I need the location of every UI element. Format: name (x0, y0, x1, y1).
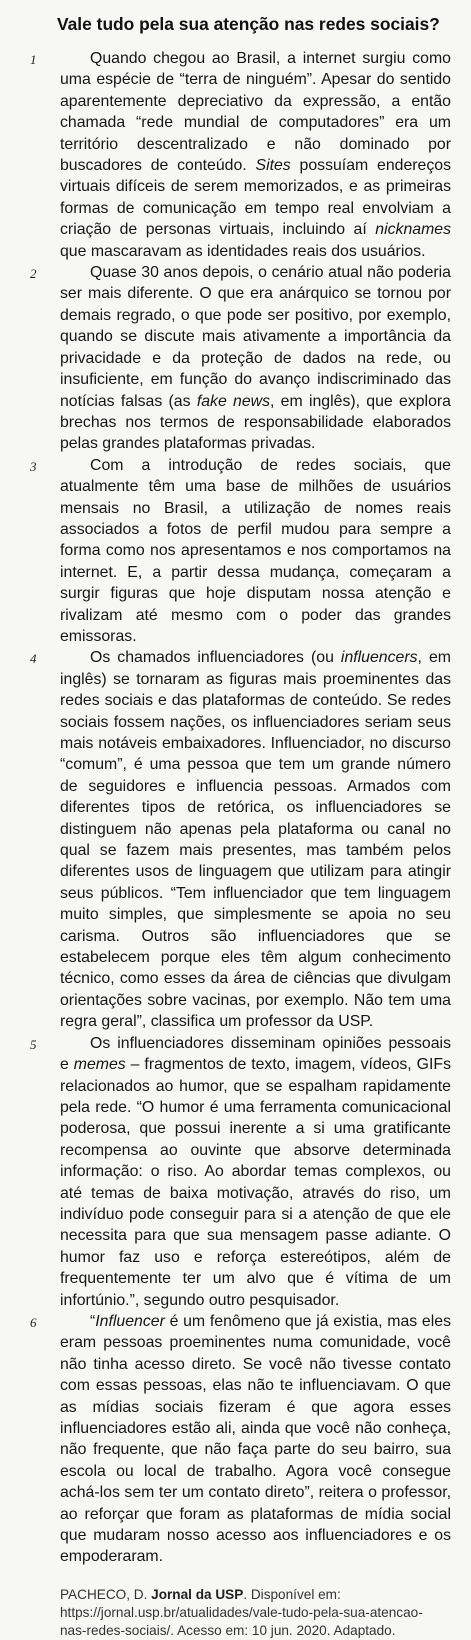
italic-term: memes (73, 1056, 126, 1074)
source-citation (0, 1586, 457, 1640)
italic-term: influencers (340, 649, 418, 667)
paragraph-text: Os influenciadores disseminam opiniões pessoais e (60, 1034, 451, 1074)
source-publication: Jornal da USP (151, 1586, 244, 1602)
article-title: Vale tudo pela sua atenção nas redes sociais? (57, 14, 440, 34)
paragraph-number: 1 (30, 52, 37, 67)
source-details: . Disponível em: https://jornal.usp.br/atualidades/vale-tudo-pela-sua-atencao-nas-redes-sociais/. Acesso em: 10 jun. 2020. Adaptado. (60, 1586, 423, 1638)
paragraph-text: Os chamados influenciadores (ou (90, 649, 341, 667)
article-paragraph (0, 455, 457, 648)
paragraph-text: , em inglês), que explora brechas nos termos de responsabilidade elaborados pelas grandes plataformas privadas. (60, 392, 451, 453)
paragraph-number: 6 (30, 1314, 37, 1330)
italic-term: nicknames (375, 221, 451, 239)
article-body (0, 48, 457, 1568)
article-paragraph (0, 1311, 457, 1568)
article-paragraph (0, 48, 457, 262)
paragraph-number: 3 (30, 458, 37, 474)
paragraph-text: Quase 30 anos depois, o cenário atual não poderia ser mais diferente. O que era anárquico se tornou por demais regrado, o que pode ser positivo, por exemplo, quando se discute mais ativamente a importância da privacidade e da proteção de dados na rede, ou insuficiente, em função do avanço indiscriminado das notícias falsas (as (60, 264, 451, 410)
paragraph-text: , em inglês) se tornaram as figuras mais proeminentes das redes sociais e das plataformas de conteúdo. Se redes sociais fossem nações, os influenciadores seriam seus mais notáveis embaixadores. Influenciador, no discurso “comum”, é uma pessoa que tem um grande número de seguidores e influencia pessoas. Armados com diferentes tipos de retórica, os influenciadores se distinguem não apenas pela plataforma ou canal no qual se fazem mais presentes, mas também pelos diferentes usos de linguagem que utilizam para atingir seus públicos. “Tem influenciador que tem linguagem muito simples, que simplesmente se apoia no seu carisma. Outros são influenciadores que se estabelecem porque eles têm algum conhecimento técnico, como esses da área de ciências que divulgam orientações sobre vacinas, por exemplo. Não tem uma regra geral”, classifica um professor da USP. (60, 649, 451, 1031)
paragraph-text: – fragmentos de texto, imagem, vídeos, GIFs relacionados ao humor, que se espalham rapidamente pela rede. “O humor é uma ferramenta comunicacional poderosa, que possui inerente a si uma gratificante recompensa ao ouvinte que absorve determinada informação: o riso. Ao abordar temas complexos, ou até temas de baixa motivação, através do riso, um indivíduo pode conseguir para si a atenção de que ele necessita para que sua mensagem passe adiante. O humor faz uso e reforça estereótipos, além de frequentemente ter um alvo que é vítima de um infortúnio.”, segundo outro pesquisador. (60, 1056, 451, 1309)
paragraph-text: que mascaravam as identidades reais dos usuários. (60, 242, 426, 260)
italic-term: fake news (196, 392, 271, 410)
paragraph-text: possuíam endereços virtuais difíceis de serem memorizados, e as primeiras formas de comunicação em tempo real envolviam a criação de personas virtuais, incluindo aí (60, 157, 451, 239)
italic-term: Sites (255, 157, 291, 175)
paragraph-number: 4 (30, 651, 37, 667)
italic-term: Influencer (95, 1312, 165, 1330)
paragraph-text: é um fenômeno que já existia, mas eles eram pessoas proeminentes numa comunidade, você não tinha acesso direto. Se você não tivesse contato com essas pessoas, elas não te influenciavam. O que as mídias sociais fizeram é que agora esses influenciadores estão ali, ainda que você não conheça, não frequente, que não faça parte do seu bairro, sua escola ou local de trabalho. Agora você consegue achá-los sem ter um contato direto”, reitera o professor, ao reforçar que foram as plataformas de mídia social que mudaram nosso acesso aos influenciadores e os empoderaram. (60, 1312, 451, 1566)
paragraph-number: 2 (30, 266, 37, 282)
source-author: PACHECO, D. (60, 1586, 152, 1602)
paragraph-text: Quando chegou ao Brasil, a internet surgiu como uma espécie de “terra de ninguém”. Apesar do sentido aparentemente depreciativo da expressão, a então chamada “rede mundial de computadores” era um território descentralizado e não dominado por buscadores de conteúdo. (60, 50, 451, 175)
paragraph-number: 5 (30, 1036, 37, 1052)
paragraph-text: “ (90, 1312, 96, 1330)
article-paragraph (0, 647, 457, 1032)
paragraph-text: Com a introdução de redes sociais, que atualmente têm uma base de milhões de usuários mensais no Brasil, a utilização de nomes reais associados a fotos de perfil mudou para sempre a forma como nos apresentamos e nos comportamos na internet. E, a partir dessa mudança, começaram a surgir figuras que hoje disputam nossa atenção e rivalizam até mesmo com o poder das grandes emissoras. (60, 456, 451, 645)
article-paragraph (0, 262, 457, 455)
article-paragraph (0, 1033, 457, 1311)
